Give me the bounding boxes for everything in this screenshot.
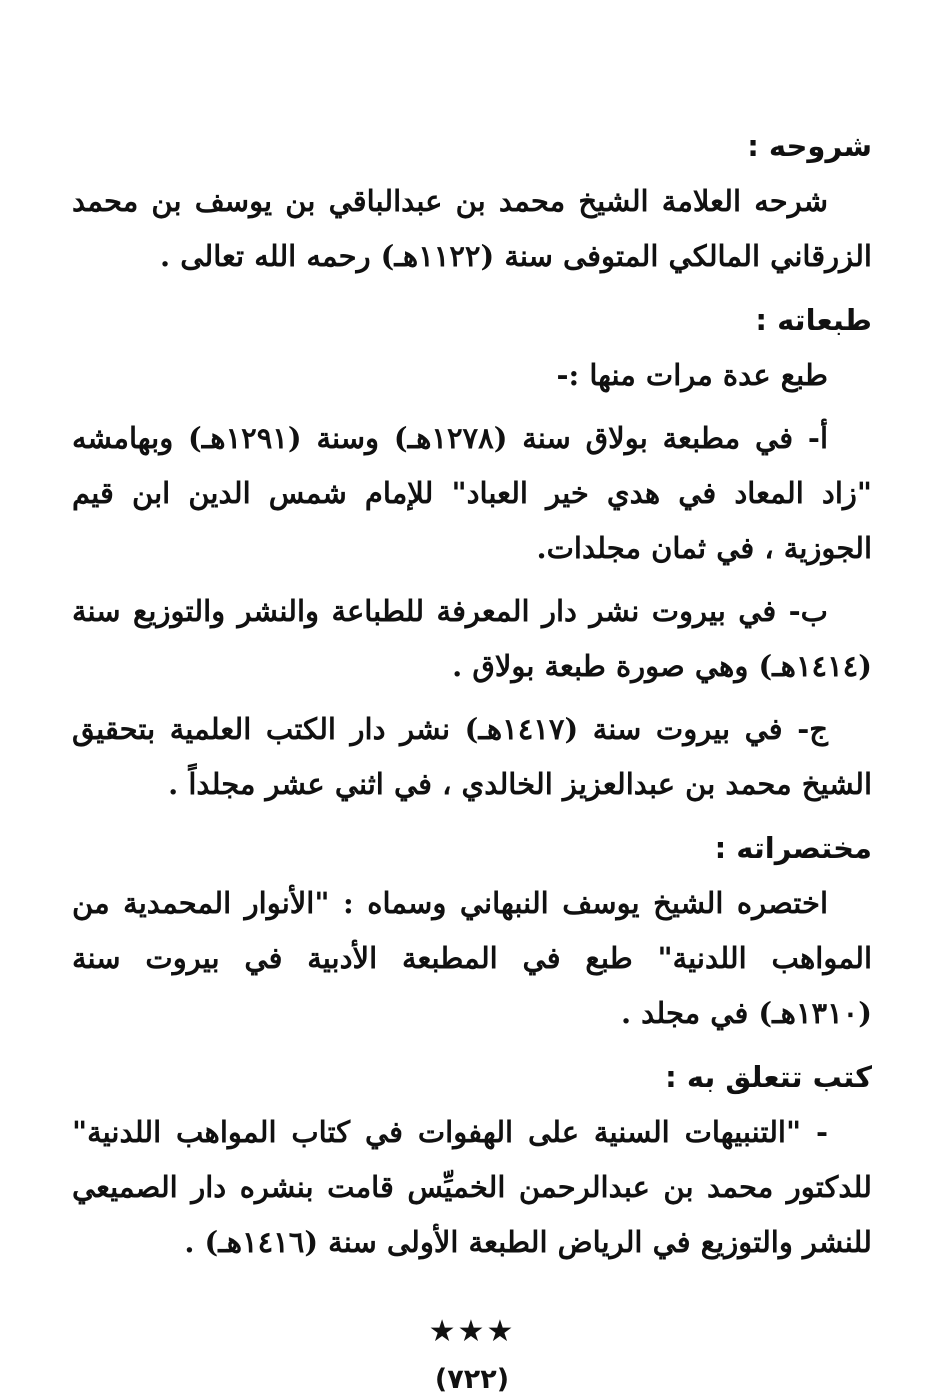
commentaries-heading: شروحه : xyxy=(747,129,872,163)
page-number: (٧٢٢) xyxy=(434,1364,510,1395)
related-books-paragraph: - "التنبيهات السنية على الهفوات في كتاب المواهب اللدنية" للدكتور محمد بن عبدالرحمن الخميِّس قامت بنشره دار الصميعي للنشر والتوزيع في الرياض الطبعة الأولى سنة (١٤١٦هـ) . xyxy=(72,1115,872,1259)
edition-item-b: ب- في بيروت نشر دار المعرفة للطباعة والنشر والتوزيع سنة (١٤١٤هـ) وهي صورة طبعة بولاق . xyxy=(72,594,872,683)
document-page xyxy=(72,118,872,1400)
related-books-heading: كتب تتعلق به : xyxy=(665,1060,872,1094)
editions-heading: طبعاته : xyxy=(755,303,872,337)
section-divider-stars: ★★★ xyxy=(428,1314,516,1349)
editions-intro: طبع عدة مرات منها :- xyxy=(556,358,828,392)
commentaries-paragraph: شرحه العلامة الشيخ محمد بن عبدالباقي بن يوسف بن محمد الزرقاني المالكي المتوفى سنة (١١٢٢هـ) رحمه الله تعالى . xyxy=(72,184,872,273)
edition-item-a: أ- في مطبعة بولاق سنة (١٢٧٨هـ) وسنة (١٢٩١هـ) وبهامشه "زاد المعاد في هدي خير العباد" للإمام شمس الدين ابن قيم الجوزية ، في ثمان مجلدات. xyxy=(72,421,872,565)
abridgments-paragraph: اختصره الشيخ يوسف النبهاني وسماه : "الأنوار المحمدية من المواهب اللدنية" طبع في المطبعة الأدبية في بيروت سنة (١٣١٠هـ) في مجلد . xyxy=(72,886,872,1030)
edition-item-c: ج- في بيروت سنة (١٤١٧هـ) نشر دار الكتب العلمية بتحقيق الشيخ محمد بن عبدالعزيز الخالدي ، في اثني عشر مجلداً . xyxy=(72,712,872,801)
abridgments-heading: مختصراته : xyxy=(714,831,872,865)
